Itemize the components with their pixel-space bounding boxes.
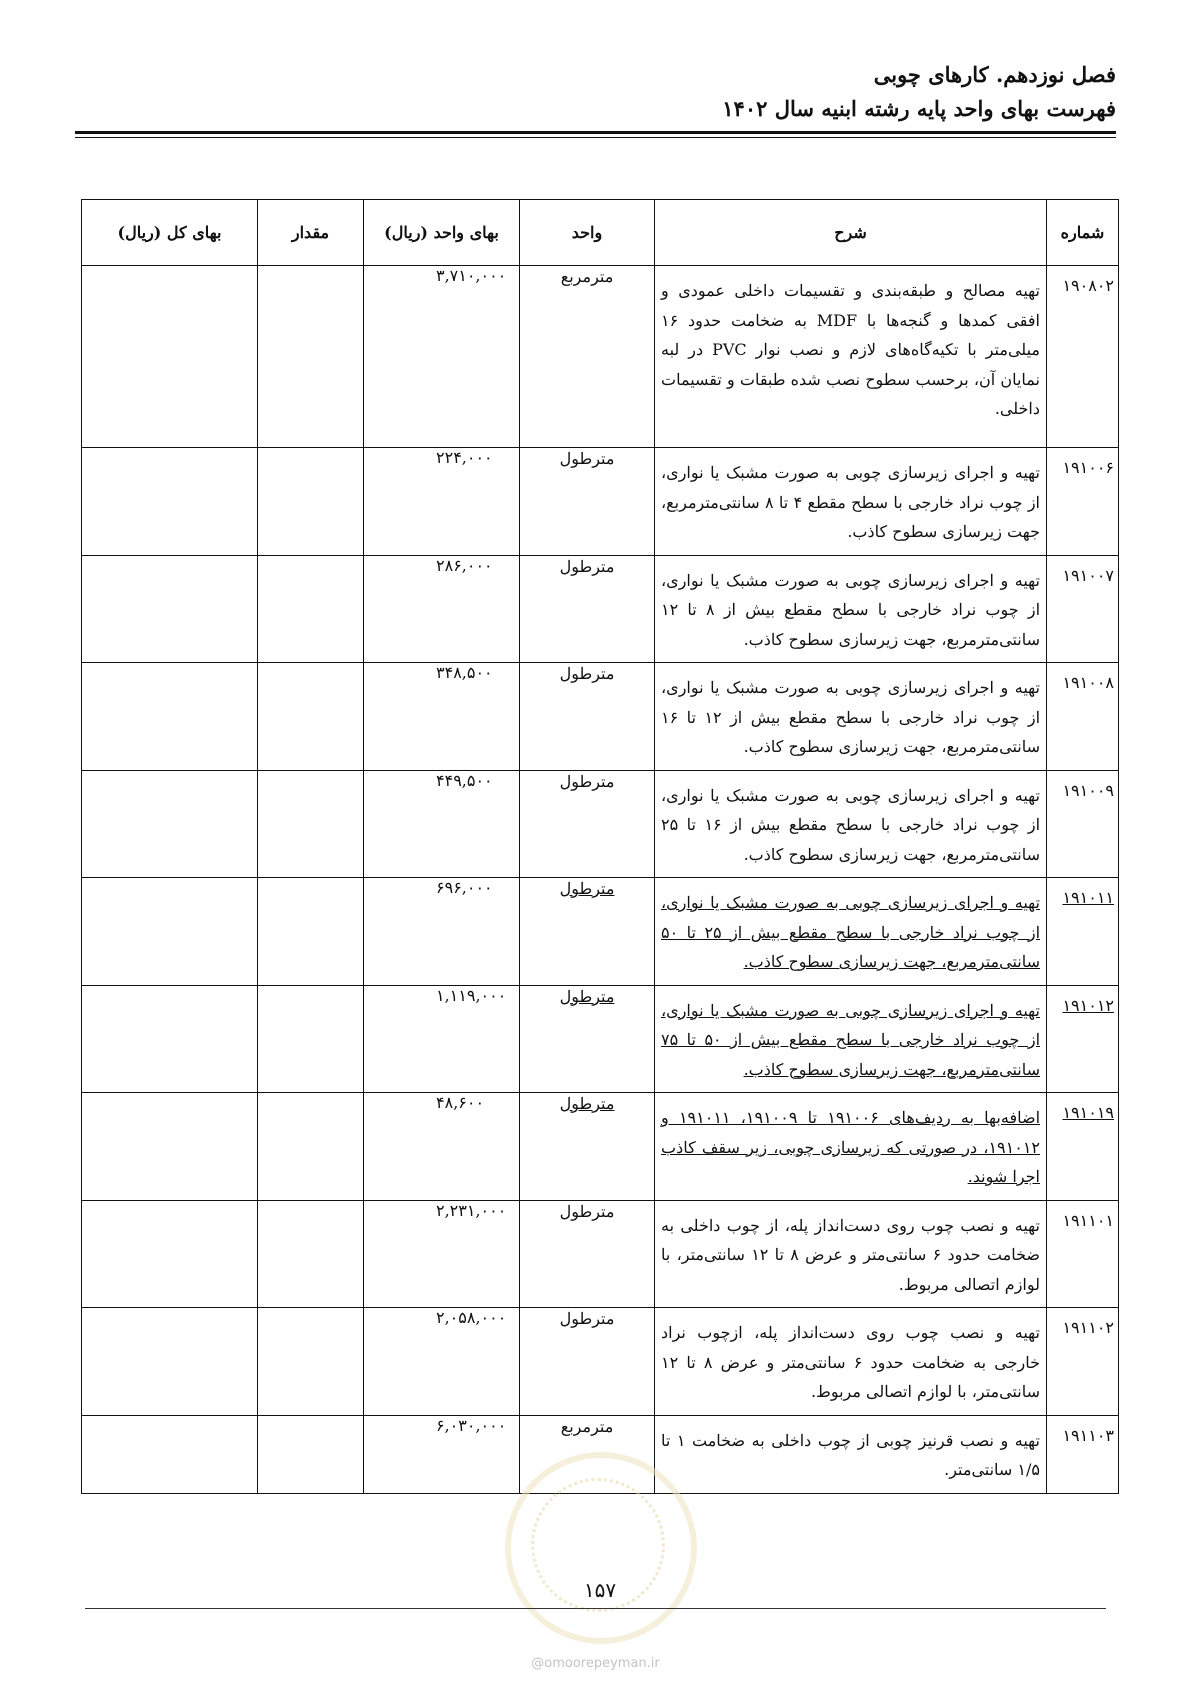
- row-unit: مترطول: [520, 448, 655, 556]
- row-description: تهیه و اجرای زیرسازی چوبی به صورت مشبک یا نواری، از چوب نراد خارجی با سطح مقطع بیش از ۱۲ تا ۱۶ سانتی‌مترمربع، جهت زیرسازی سطوح کاذب.: [655, 663, 1047, 771]
- row-code: ۱۹۱۱۰۲: [1047, 1308, 1119, 1416]
- table-row: [82, 1200, 1119, 1308]
- row-code: ۱۹۱۰۰۹: [1047, 770, 1119, 878]
- row-total-price: [82, 985, 258, 1093]
- page-header: [722, 60, 1116, 124]
- col-header-quantity: مقدار: [258, 200, 364, 266]
- row-unit: مترمربع: [520, 1415, 655, 1493]
- col-header-unit-price: بهای واحد (ریال): [364, 200, 520, 266]
- price-table: [81, 199, 1119, 1494]
- row-unit-price: ۴۸,۶۰۰: [364, 1093, 520, 1201]
- watermark-seal-logo: [505, 1452, 697, 1644]
- row-unit: مترمربع: [520, 266, 655, 448]
- row-description: تهیه و اجرای زیرسازی چوبی به صورت مشبک یا نواری، از چوب نراد خارجی با سطح مقطع بیش از ۲۵ تا ۵۰ سانتی‌مترمربع، جهت زیرسازی سطوح کاذب.: [655, 878, 1047, 986]
- row-unit: مترطول: [520, 985, 655, 1093]
- table-row: [82, 448, 1119, 556]
- row-unit: مترطول: [520, 878, 655, 986]
- row-total-price: [82, 448, 258, 556]
- row-description: تهیه و اجرای زیرسازی چوبی به صورت مشبک یا نواری، از چوب نراد خارجی با سطح مقطع ۴ تا ۸ سانتی‌مترمربع، جهت زیرسازی سطوح کاذب.: [655, 448, 1047, 556]
- row-description: تهیه و اجرای زیرسازی چوبی به صورت مشبک یا نواری، از چوب نراد خارجی با سطح مقطع بیش از ۸ تا ۱۲ سانتی‌مترمربع، جهت زیرسازی سطوح کاذب.: [655, 555, 1047, 663]
- row-total-price: [82, 1415, 258, 1493]
- chapter-title: فصل نوزدهم. کارهای چوبی: [873, 62, 1116, 87]
- row-description: تهیه و اجرای زیرسازی چوبی به صورت مشبک یا نواری، از چوب نراد خارجی با سطح مقطع بیش از ۵۰ تا ۷۵ سانتی‌مترمربع، جهت زیرسازی سطوح کاذب.: [655, 985, 1047, 1093]
- table-row: [82, 1308, 1119, 1416]
- row-unit-price: ۶۹۶,۰۰۰: [364, 878, 520, 986]
- row-description: تهیه و اجرای زیرسازی چوبی به صورت مشبک یا نواری، از چوب نراد خارجی با سطح مقطع بیش از ۱۶ تا ۲۵ سانتی‌مترمربع، جهت زیرسازی سطوح کاذب.: [655, 770, 1047, 878]
- row-total-price: [82, 1093, 258, 1201]
- row-unit: مترطول: [520, 770, 655, 878]
- row-quantity: [258, 770, 364, 878]
- col-header-total-price: بهای کل (ریال): [82, 200, 258, 266]
- row-total-price: [82, 878, 258, 986]
- row-unit-price: ۲۲۴,۰۰۰: [364, 448, 520, 556]
- row-total-price: [82, 770, 258, 878]
- row-quantity: [258, 1093, 364, 1201]
- row-quantity: [258, 448, 364, 556]
- col-header-code: شماره: [1047, 200, 1119, 266]
- page-number: ۱۵۷: [583, 1578, 617, 1602]
- row-quantity: [258, 985, 364, 1093]
- row-unit-price: ۶,۰۳۰,۰۰۰: [364, 1415, 520, 1493]
- row-total-price: [82, 663, 258, 771]
- row-code: ۱۹۱۱۰۳: [1047, 1415, 1119, 1493]
- table-row: [82, 266, 1119, 448]
- row-code: ۱۹۱۰۰۶: [1047, 448, 1119, 556]
- table-row: [82, 555, 1119, 663]
- price-list-title: فهرست بهای واحد پایه رشته ابنیه سال ۱۴۰۲: [722, 96, 1116, 121]
- row-quantity: [258, 266, 364, 448]
- table-row: [82, 878, 1119, 986]
- row-unit: مترطول: [520, 1200, 655, 1308]
- row-unit-price: ۱,۱۱۹,۰۰۰: [364, 985, 520, 1093]
- row-unit-price: ۳۴۸,۵۰۰: [364, 663, 520, 771]
- row-description: تهیه مصالح و طبقه‌بندی و تقسیمات داخلی عمودی و افقی کمدها و گنجه‌ها با MDF به ضخامت حدود ۱۶ میلی‌متر با تکیه‌گاه‌های لازم و نصب نوار PVC در لبه نمایان آن، برحسب سطوح نصب شده طبقات و تقسیمات داخلی.: [655, 266, 1047, 448]
- row-quantity: [258, 1308, 364, 1416]
- row-code: ۱۹۱۰۱۱: [1047, 878, 1119, 986]
- col-header-unit: واحد: [520, 200, 655, 266]
- row-description: تهیه و نصب قرنیز چوبی از چوب داخلی به ضخامت ۱ تا ۱/۵ سانتی‌متر.: [655, 1415, 1047, 1493]
- row-unit-price: ۴۴۹,۵۰۰: [364, 770, 520, 878]
- row-unit: مترطول: [520, 663, 655, 771]
- row-unit: مترطول: [520, 1093, 655, 1201]
- row-code: ۱۹۱۰۱۹: [1047, 1093, 1119, 1201]
- row-description: تهیه و نصب چوب روی دست‌انداز پله، از چوب داخلی به ضخامت حدود ۶ سانتی‌متر و عرض ۸ تا ۱۲ سانتی‌متر، با لوازم اتصالی مربوط.: [655, 1200, 1047, 1308]
- row-quantity: [258, 555, 364, 663]
- table-row: [82, 663, 1119, 771]
- table-header-row: [82, 200, 1119, 266]
- row-quantity: [258, 1200, 364, 1308]
- col-header-description: شرح: [655, 200, 1047, 266]
- row-unit-price: ۲۸۶,۰۰۰: [364, 555, 520, 663]
- header-rule-thin: [75, 137, 1116, 138]
- row-quantity: [258, 1415, 364, 1493]
- watermark-text: @omoorepeyman.ir: [531, 1656, 660, 1671]
- row-quantity: [258, 663, 364, 771]
- row-unit: مترطول: [520, 1308, 655, 1416]
- table-row: [82, 1093, 1119, 1201]
- row-code: ۱۹۱۰۰۸: [1047, 663, 1119, 771]
- row-description: اضافه‌بها به ردیف‌های ۱۹۱۰۰۶ تا ۱۹۱۰۰۹، ۱۹۱۰۱۱ و ۱۹۱۰۱۲، در صورتی که زیرسازی چوبی، زیر سقف کاذب اجرا شوند.: [655, 1093, 1047, 1201]
- row-unit: مترطول: [520, 555, 655, 663]
- footer-rule: [85, 1608, 1106, 1609]
- header-rule-thick: [75, 131, 1116, 134]
- row-total-price: [82, 266, 258, 448]
- row-total-price: [82, 1200, 258, 1308]
- row-total-price: [82, 1308, 258, 1416]
- row-code: ۱۹۱۰۰۷: [1047, 555, 1119, 663]
- row-description: تهیه و نصب چوب روی دست‌انداز پله، ازچوب نراد خارجی به ضخامت حدود ۶ سانتی‌متر و عرض ۸ تا ۱۲ سانتی‌متر، با لوازم اتصالی مربوط.: [655, 1308, 1047, 1416]
- table-row: [82, 985, 1119, 1093]
- row-unit-price: ۲,۲۳۱,۰۰۰: [364, 1200, 520, 1308]
- row-code: ۱۹۱۰۱۲: [1047, 985, 1119, 1093]
- row-quantity: [258, 878, 364, 986]
- row-total-price: [82, 555, 258, 663]
- table-row: [82, 770, 1119, 878]
- row-unit-price: ۲,۰۵۸,۰۰۰: [364, 1308, 520, 1416]
- row-code: ۱۹۰۸۰۲: [1047, 266, 1119, 448]
- row-code: ۱۹۱۱۰۱: [1047, 1200, 1119, 1308]
- row-unit-price: ۳,۷۱۰,۰۰۰: [364, 266, 520, 448]
